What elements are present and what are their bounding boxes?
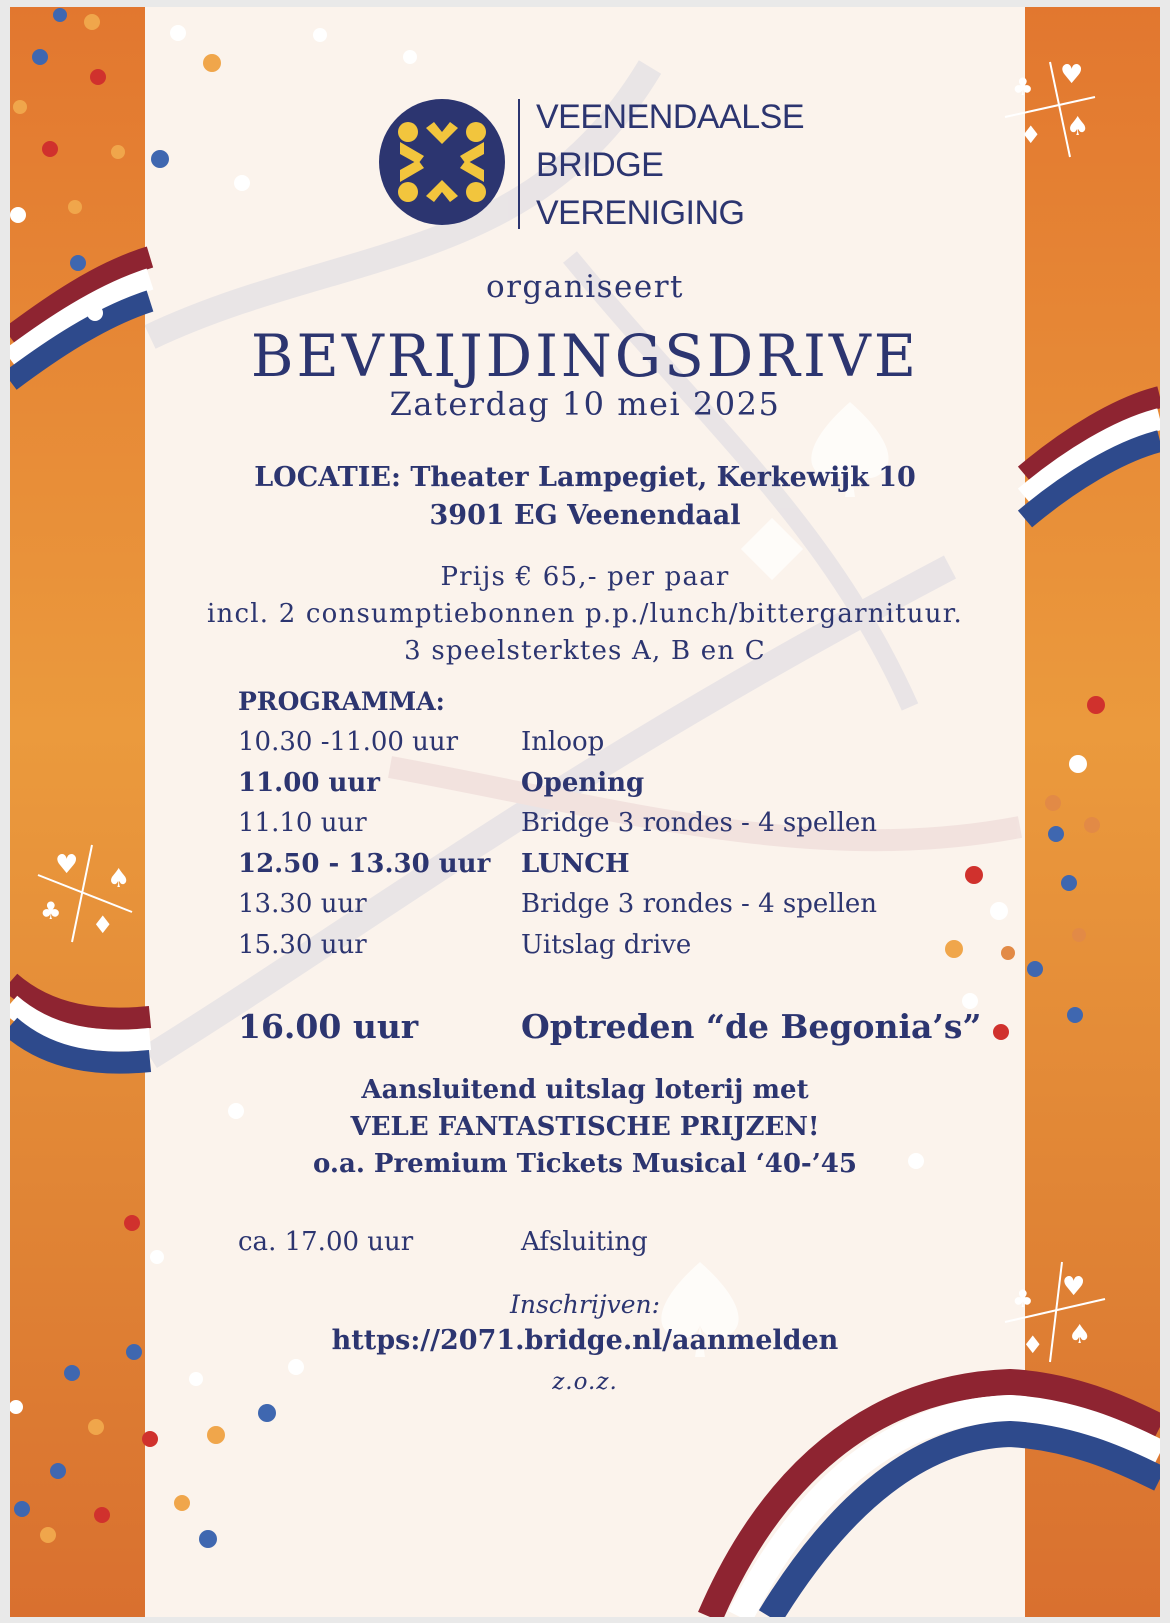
closing-activity: Afsluiting bbox=[521, 1227, 648, 1257]
organiseert-text: organiseert bbox=[485, 269, 685, 305]
svg-text:♣: ♣ bbox=[40, 897, 62, 925]
suit-cross-top-right bbox=[1005, 60, 1095, 157]
price-line2: incl. 2 consumptiebonnen p.p./lunch/bittergarnituur. bbox=[207, 599, 963, 629]
programma-time: 11.00 uur bbox=[238, 767, 380, 798]
programma-time: 10.30 -11.00 uur bbox=[238, 727, 459, 757]
performance-time: 16.00 uur bbox=[238, 1007, 419, 1046]
programma-activity: Uitslag drive bbox=[521, 929, 692, 960]
programma-activity: Inloop bbox=[521, 727, 605, 757]
location-line2: 3901 EG Veenendaal bbox=[429, 500, 741, 531]
lottery-block bbox=[145, 1072, 1025, 1183]
club-name-line1: VEENENDAALSE bbox=[536, 98, 804, 136]
programma-heading: PROGRAMMA: bbox=[238, 687, 445, 716]
programma-activity: Bridge 3 rondes - 4 spellen bbox=[521, 808, 878, 838]
flag-ribbon-right bbox=[1025, 397, 1160, 519]
svg-text:♥: ♥ bbox=[1062, 1272, 1086, 1302]
suit-watermarks bbox=[661, 402, 888, 1357]
programma-time: 11.10 uur bbox=[238, 808, 367, 838]
event-date: Zaterdag 10 mei 2025 bbox=[389, 385, 781, 423]
location-line1: LOCATIE: Theater Lampegiet, Kerkewijk 10 bbox=[254, 462, 916, 493]
programma-time: 12.50 - 13.30 uur bbox=[238, 848, 491, 879]
flag-ribbon-top-left bbox=[10, 257, 150, 381]
programma-activity: Opening bbox=[521, 767, 645, 798]
lottery-line2: VELE FANTASTISCHE PRIJZEN! bbox=[350, 1112, 820, 1142]
suit-cross-left bbox=[38, 845, 132, 942]
price-block bbox=[145, 559, 1025, 670]
svg-text:♣: ♣ bbox=[1012, 1285, 1034, 1313]
programma-time: 15.30 uur bbox=[238, 929, 367, 960]
programma-time: 13.30 uur bbox=[238, 889, 367, 919]
club-name-line3: VERENIGING bbox=[536, 194, 745, 232]
svg-text:♦: ♦ bbox=[92, 911, 114, 939]
bridge-club-logo-icon bbox=[378, 98, 506, 226]
programma-activity: LUNCH bbox=[521, 848, 630, 879]
svg-text:♦: ♦ bbox=[1022, 1331, 1044, 1359]
flag-ribbon-left-lower bbox=[10, 982, 150, 1063]
programma-activity: Bridge 3 rondes - 4 spellen bbox=[521, 889, 878, 919]
svg-text:♥: ♥ bbox=[1060, 60, 1084, 90]
lottery-line1: Aansluitend uitslag loterij met bbox=[361, 1075, 809, 1105]
svg-text:♠: ♠ bbox=[1066, 112, 1090, 142]
logo-divider bbox=[518, 99, 520, 229]
signup-link[interactable]: https://2071.bridge.nl/aanmelden bbox=[331, 1325, 839, 1356]
poster bbox=[10, 7, 1160, 1617]
svg-text:♦: ♦ bbox=[1020, 121, 1042, 149]
flag-ribbon-bottom-right bbox=[710, 1382, 1160, 1617]
svg-text:♥: ♥ bbox=[55, 850, 79, 880]
svg-text:♣: ♣ bbox=[1012, 73, 1034, 101]
signup-label: Inschrijven: bbox=[509, 1290, 661, 1319]
club-name-line2: BRIDGE bbox=[536, 146, 664, 184]
svg-text:♠: ♠ bbox=[107, 864, 131, 894]
event-title: BEVRIJDINGSDRIVE bbox=[250, 322, 920, 390]
location-block bbox=[145, 459, 1025, 535]
closing-time: ca. 17.00 uur bbox=[238, 1227, 414, 1257]
lottery-line3: o.a. Premium Tickets Musical ‘40-’45 bbox=[313, 1149, 857, 1179]
zoz-note: z.o.z. bbox=[552, 1369, 618, 1395]
performance-activity: Optreden “de Begonia’s” bbox=[521, 1007, 982, 1046]
svg-text:♠: ♠ bbox=[1068, 1320, 1092, 1350]
club-logo bbox=[378, 93, 808, 233]
price-line3: 3 speelsterktes A, B en C bbox=[404, 636, 766, 666]
price-line1: Prijs € 65,- per paar bbox=[440, 562, 730, 592]
club-name bbox=[536, 93, 804, 237]
